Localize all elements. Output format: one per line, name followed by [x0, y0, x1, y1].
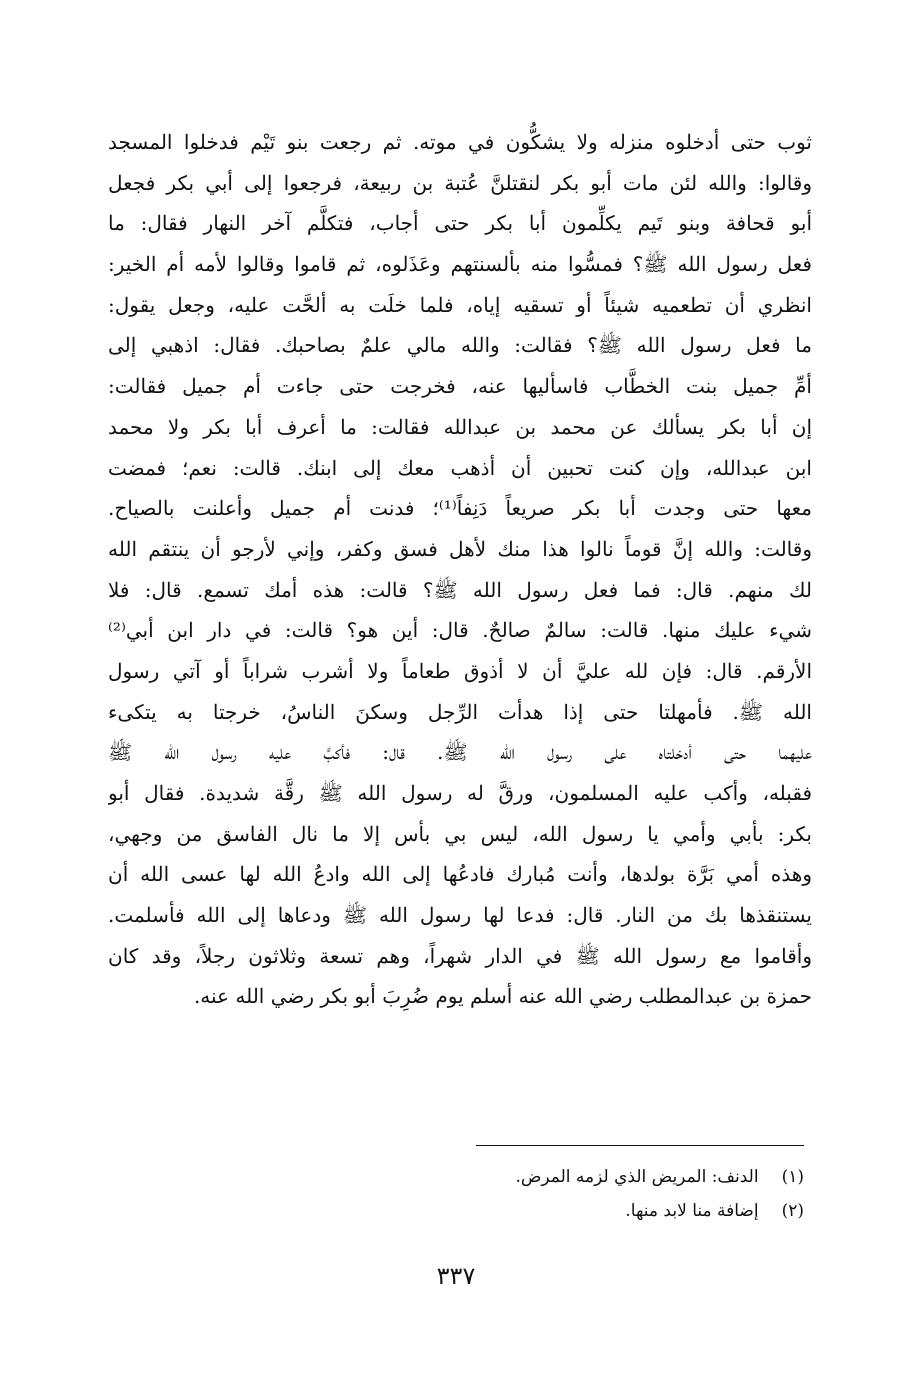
footnote-text: الدنف: المريض الذي لزمه المرض.: [515, 1167, 759, 1187]
footnote-divider: [476, 1145, 804, 1146]
text-line: معها حتى وجدت أبا بكر صريعاً دَنِفاً⁽¹⁾؛ فدنت أم جميل وأعلنت بالصياح.: [108, 496, 812, 521]
footnote-text: إضافة منا لابد منها.: [625, 1201, 759, 1221]
main-text: [108, 122, 812, 1017]
text-line: شيء عليك منها. قالت: سالمٌ صالحٌ. قال: أين هو؟ قالت: في دار ابن أبي⁽²⁾: [108, 618, 812, 643]
text-line: وأقاموا مع رسول الله ﷺ في الدار شهراً، وهم تسعة وثلاثون رجلاً، وقد كان: [108, 943, 812, 968]
text-line: بكر: بأبي وأمي يا رسول الله، ليس بي بأس إلا ما نال الفاسق من وجهي،: [108, 821, 812, 846]
text-line: حمزة بن عبدالمطلب رضي الله عنه أسلم يوم ضُرِبَ أبو بكر رضي الله عنه.: [193, 984, 812, 1009]
footnote-item: [284, 1194, 804, 1228]
text-line: الله ﷺ. فأمهلتا حتى إذا هدأت الرِّجل وسكنَ الناسُ، خرجتا به يتكىء: [108, 699, 812, 724]
text-line: لك منهم. قال: فما فعل رسول الله ﷺ؟ قالت: هذه أمك تسمع. قال: فلا: [108, 577, 812, 602]
text-line: أبو قحافة وبنو تَيم يكلِّمون أبا بكر حتى أجاب، فتكلَّم آخر النهار فقال: ما: [108, 211, 812, 236]
text-line: وقالوا: والله لئن مات أبو بكر لنقتلنَّ عُتبة بن ربيعة، فرجعوا إلى أبي بكر فجعل: [108, 170, 812, 195]
text-line: ابن عبدالله، وإن كنت تحبين أن أذهب معك إلى ابنك. قالت: نعم؛ فمضت: [108, 455, 812, 480]
text-line: فعل رسول الله ﷺ؟ فمسُّوا منه بألسنتهم وعَذَلوه، ثم قاموا وقالوا لأمه أم الخير:: [108, 252, 812, 277]
text-line: إن أبا بكر يسألك عن محمد بن عبدالله فقالت: ما أعرف أبا بكر ولا محمد: [108, 414, 812, 439]
page-number: ٣٣٧: [436, 1262, 476, 1290]
text-line: ما فعل رسول الله ﷺ؟ فقالت: والله مالي علمٌ بصاحبك. فقال: اذهبي إلى: [108, 333, 812, 358]
text-line: وهذه أمي بَرَّة بولدها، وأنت مُبارك فادعُها إلى الله وادعُ الله لها عسى الله أن: [108, 862, 812, 887]
text-line: أمِّ جميل بنت الخطَّاب فاسأليها عنه، فخرجت حتى جاءت أم جميل فقالت:: [108, 374, 812, 399]
text-line: فقبله، وأكب عليه المسلمون، ورقَّ له رسول الله ﷺ رقَّة شديدة. فقال أبو: [108, 781, 812, 805]
footnote-item: [284, 1160, 804, 1194]
footnote-number: (١): [781, 1167, 804, 1187]
text-line: ثوب حتى أدخلوه منزله ولا يشكُّون في موته. ثم رجعت بنو تَيْم فدخلوا المسجد: [108, 130, 812, 154]
footnotes: [284, 1160, 804, 1228]
text-line: انظري أن تطعميه شيئاً أو تسقيه إياه، فلما خلَت به ألحَّت عليه، وجعل يقول:: [108, 292, 812, 317]
text-line: وقالت: والله إنَّ قوماً نالوا هذا منك لأهل فسق وكفر، وإني لأرجو أن ينتقم الله: [108, 536, 812, 561]
footnote-number: (٢): [781, 1201, 804, 1221]
text-line: عليهما حتى أدخلتاه على رسول الله ﷺ. قال: فأكبَّ عليه رسول الله ﷺ: [108, 740, 812, 765]
text-line: يستنقذها بك من النار. قال: فدعا لها رسول الله ﷺ ودعاها إلى الله فأسلمت.: [108, 903, 812, 928]
text-line: الأرقم. قال: فإن لله عليَّ أن لا أذوق طعاماً ولا أشرب شراباً أو آتي رسول: [108, 658, 812, 683]
